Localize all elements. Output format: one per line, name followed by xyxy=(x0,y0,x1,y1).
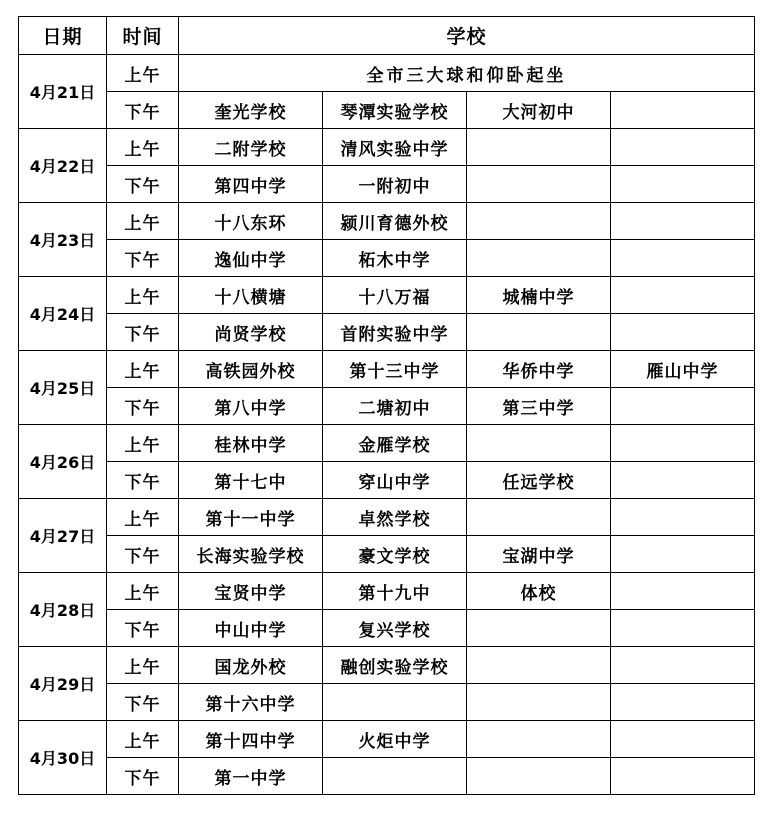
school-cell: 宝贤中学 xyxy=(179,573,323,610)
school-cell xyxy=(467,610,611,647)
schedule-row xyxy=(19,758,755,795)
school-cell: 第十四中学 xyxy=(179,721,323,758)
school-cell: 逸仙中学 xyxy=(179,240,323,277)
school-cell: 二附学校 xyxy=(179,129,323,166)
school-cell: 火炬中学 xyxy=(323,721,467,758)
date-cell: 4月24日 xyxy=(19,277,107,351)
school-cell: 十八横塘 xyxy=(179,277,323,314)
time-cell: 下午 xyxy=(107,166,179,203)
school-cell: 国龙外校 xyxy=(179,647,323,684)
schedule-row xyxy=(19,610,755,647)
school-cell: 华侨中学 xyxy=(467,351,611,388)
school-cell: 十八万福 xyxy=(323,277,467,314)
school-cell: 中山中学 xyxy=(179,610,323,647)
schedule-table xyxy=(18,16,755,795)
activity-cell: 全市三大球和仰卧起坐 xyxy=(179,55,755,92)
school-cell: 第三中学 xyxy=(467,388,611,425)
school-cell: 宝湖中学 xyxy=(467,536,611,573)
school-cell xyxy=(611,203,755,240)
school-cell: 融创实验学校 xyxy=(323,647,467,684)
date-cell: 4月30日 xyxy=(19,721,107,795)
school-cell xyxy=(467,721,611,758)
school-cell xyxy=(467,203,611,240)
schedule-body xyxy=(19,55,755,795)
schedule-row xyxy=(19,166,755,203)
header-time: 时间 xyxy=(107,17,179,55)
school-cell xyxy=(323,758,467,795)
schedule-row xyxy=(19,573,755,610)
school-cell: 颍川育德外校 xyxy=(323,203,467,240)
time-cell: 下午 xyxy=(107,92,179,129)
time-cell: 下午 xyxy=(107,462,179,499)
schedule-row xyxy=(19,462,755,499)
school-cell: 二塘初中 xyxy=(323,388,467,425)
date-cell: 4月27日 xyxy=(19,499,107,573)
school-cell xyxy=(611,425,755,462)
school-cell xyxy=(611,92,755,129)
date-cell: 4月21日 xyxy=(19,55,107,129)
school-cell: 第一中学 xyxy=(179,758,323,795)
schedule-row xyxy=(19,536,755,573)
school-cell xyxy=(611,536,755,573)
schedule-row xyxy=(19,499,755,536)
school-cell: 第四中学 xyxy=(179,166,323,203)
header-row xyxy=(19,17,755,55)
schedule-row xyxy=(19,425,755,462)
school-cell: 金雁学校 xyxy=(323,425,467,462)
school-cell xyxy=(611,462,755,499)
time-cell: 上午 xyxy=(107,499,179,536)
school-cell: 首附实验中学 xyxy=(323,314,467,351)
school-cell: 第十七中 xyxy=(179,462,323,499)
school-cell: 清风实验中学 xyxy=(323,129,467,166)
time-cell: 上午 xyxy=(107,425,179,462)
school-cell xyxy=(467,166,611,203)
time-cell: 下午 xyxy=(107,240,179,277)
schedule-row xyxy=(19,55,755,92)
school-cell: 第八中学 xyxy=(179,388,323,425)
header-school: 学校 xyxy=(179,17,755,55)
school-cell: 城楠中学 xyxy=(467,277,611,314)
school-cell: 第十六中学 xyxy=(179,684,323,721)
school-cell: 雁山中学 xyxy=(611,351,755,388)
school-cell xyxy=(611,166,755,203)
school-cell: 尚贤学校 xyxy=(179,314,323,351)
school-cell: 体校 xyxy=(467,573,611,610)
school-cell xyxy=(611,240,755,277)
school-cell xyxy=(467,240,611,277)
date-cell: 4月26日 xyxy=(19,425,107,499)
school-cell: 任远学校 xyxy=(467,462,611,499)
time-cell: 上午 xyxy=(107,55,179,92)
schedule-row xyxy=(19,388,755,425)
school-cell: 穿山中学 xyxy=(323,462,467,499)
time-cell: 上午 xyxy=(107,573,179,610)
school-cell xyxy=(323,684,467,721)
school-cell xyxy=(611,129,755,166)
school-cell xyxy=(611,647,755,684)
date-cell: 4月23日 xyxy=(19,203,107,277)
schedule-row xyxy=(19,240,755,277)
school-cell: 十八东环 xyxy=(179,203,323,240)
school-cell: 豪文学校 xyxy=(323,536,467,573)
school-cell xyxy=(611,277,755,314)
date-cell: 4月29日 xyxy=(19,647,107,721)
school-cell xyxy=(467,684,611,721)
time-cell: 下午 xyxy=(107,758,179,795)
schedule-row xyxy=(19,721,755,758)
time-cell: 上午 xyxy=(107,647,179,684)
time-cell: 下午 xyxy=(107,536,179,573)
school-cell: 卓然学校 xyxy=(323,499,467,536)
header-date: 日期 xyxy=(19,17,107,55)
schedule-row xyxy=(19,92,755,129)
school-cell xyxy=(611,499,755,536)
school-cell xyxy=(467,647,611,684)
school-cell xyxy=(611,388,755,425)
time-cell: 下午 xyxy=(107,610,179,647)
school-cell xyxy=(611,314,755,351)
time-cell: 上午 xyxy=(107,351,179,388)
schedule-row xyxy=(19,277,755,314)
school-cell: 高铁园外校 xyxy=(179,351,323,388)
schedule-row xyxy=(19,314,755,351)
school-cell xyxy=(611,758,755,795)
school-cell xyxy=(467,129,611,166)
school-cell xyxy=(467,758,611,795)
school-cell xyxy=(467,314,611,351)
school-cell xyxy=(611,721,755,758)
time-cell: 上午 xyxy=(107,721,179,758)
school-cell: 第十一中学 xyxy=(179,499,323,536)
school-cell: 一附初中 xyxy=(323,166,467,203)
school-cell: 大河初中 xyxy=(467,92,611,129)
school-cell xyxy=(467,425,611,462)
school-cell xyxy=(611,610,755,647)
time-cell: 下午 xyxy=(107,314,179,351)
school-cell xyxy=(611,573,755,610)
time-cell: 上午 xyxy=(107,129,179,166)
school-cell: 复兴学校 xyxy=(323,610,467,647)
time-cell: 下午 xyxy=(107,388,179,425)
date-cell: 4月28日 xyxy=(19,573,107,647)
schedule-row xyxy=(19,647,755,684)
date-cell: 4月25日 xyxy=(19,351,107,425)
schedule-row xyxy=(19,129,755,166)
schedule-row xyxy=(19,684,755,721)
school-cell: 第十三中学 xyxy=(323,351,467,388)
date-cell: 4月22日 xyxy=(19,129,107,203)
time-cell: 下午 xyxy=(107,684,179,721)
schedule-row xyxy=(19,351,755,388)
time-cell: 上午 xyxy=(107,277,179,314)
school-cell: 第十九中 xyxy=(323,573,467,610)
school-cell: 琴潭实验学校 xyxy=(323,92,467,129)
school-cell: 长海实验学校 xyxy=(179,536,323,573)
school-cell: 桂林中学 xyxy=(179,425,323,462)
school-cell: 奎光学校 xyxy=(179,92,323,129)
time-cell: 上午 xyxy=(107,203,179,240)
school-cell xyxy=(611,684,755,721)
schedule-row xyxy=(19,203,755,240)
school-cell xyxy=(467,499,611,536)
school-cell: 柘木中学 xyxy=(323,240,467,277)
